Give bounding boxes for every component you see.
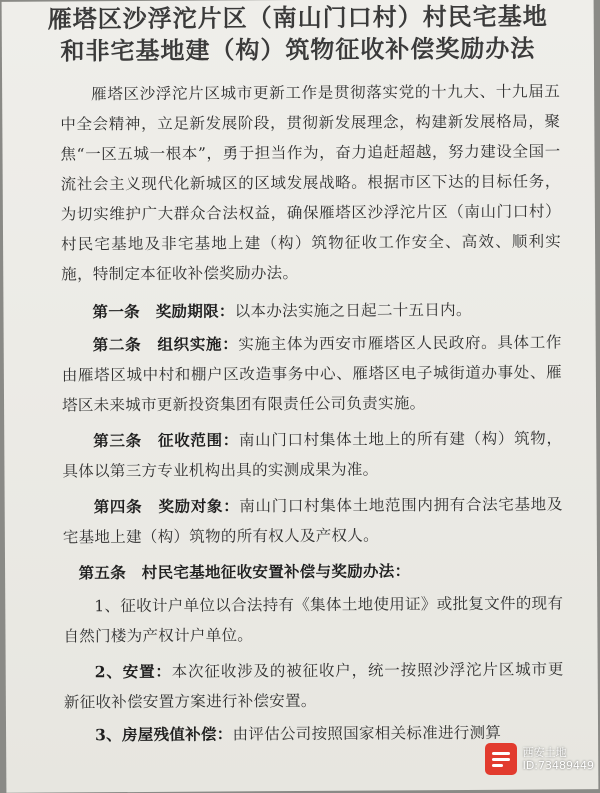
- article-1-text: 以本办法实施之日起二十五日内。: [234, 300, 472, 321]
- article-1-label: 第一条: [92, 301, 140, 322]
- article-3: [62, 423, 562, 486]
- item-1-label: 1、: [94, 597, 121, 616]
- article-2-label: 第二条: [92, 334, 142, 355]
- article-4: [63, 489, 563, 552]
- article-5-item-1: [63, 588, 563, 651]
- article-3-heading: 征收范围：: [157, 430, 239, 450]
- article-3-text: 南山门口村集体土地上的所有建（构）筑物，具体以第三方专业机构出具的实测成果为准。: [62, 429, 563, 481]
- article-2-heading: 组织实施：: [157, 334, 239, 354]
- article-4-text: 南山门口村集体土地范围内拥有合法宅基地及宅基地上建（构）筑物的所有权人及产权人。: [62, 495, 563, 547]
- article-5-item-2: [64, 654, 564, 717]
- article-2: [62, 327, 563, 420]
- watermark-id: ID:73489449: [522, 759, 594, 772]
- item-1-text: 征收计户单位以合法持有《集体土地使用证》或批复文件的现有自然门楼为产权计户单位。: [63, 594, 564, 646]
- article-3-label: 第三条: [93, 430, 142, 451]
- watermark-name: 西安土地: [522, 746, 567, 759]
- item-2-text: 本次征收涉及的被征收户，统一按照沙浮沱片区城市更新征收补偿安置方案进行补偿安置。: [63, 660, 564, 712]
- intro-paragraph: 雁塔区沙浮沱片区城市更新工作是贯彻落实党的十九大、十九届五中全会精神，立足新发展阶段，贯彻新发展理念，构建新发展格局，聚焦“一区五城一根本”，勇于担当作为，奋力追赶超越，努力建设全国一流社会主义现代化新城区的区域发展战略。根据市区下达的目标任务，为切实维护广大群众合法权益，确保雁塔区沙浮沱片区（南山门口村）村民宅基地及非宅基地上建（构）筑物征收工作安全、高效、顺利实施，特制定本征收补偿奖励办法。: [60, 82, 562, 284]
- article-1-heading: 奖励期限：: [155, 301, 235, 321]
- item-3-text: 由评估公司按照国家相关标准进行测算: [232, 723, 502, 744]
- document-title-line-1: 雁塔区沙浮沱片区（南山门口村）村民宅基地: [47, 2, 548, 34]
- item-2-heading: 安置：: [122, 661, 172, 682]
- source-watermark: [485, 743, 594, 775]
- document-page: [2, 0, 599, 793]
- item-3-heading: 房屋残值补偿：: [121, 724, 233, 745]
- document-title-line-2: 和非宅基地建（构）筑物征收补偿奖励办法: [60, 34, 536, 66]
- document-body: [60, 76, 564, 748]
- article-5-heading: 第五条 村民宅基地征收安置补偿与奖励办法：: [78, 561, 411, 583]
- article-1: [61, 294, 561, 327]
- article-4-heading: 奖励对象：: [158, 496, 240, 516]
- article-2-text: 实施主体为西安市雁塔区人民政府。具体工作由雁塔区城中村和棚户区改造事务中心、雁塔区电子城街道办事处、雁塔区未来城市更新投资集团有限责任公司负责实施。: [61, 333, 562, 415]
- item-2-label: 2、: [94, 662, 123, 682]
- news-logo-icon: [485, 743, 517, 775]
- watermark-text: [523, 746, 594, 772]
- article-4-label: 第四条: [93, 496, 143, 517]
- item-3-label: 3、: [95, 725, 123, 745]
